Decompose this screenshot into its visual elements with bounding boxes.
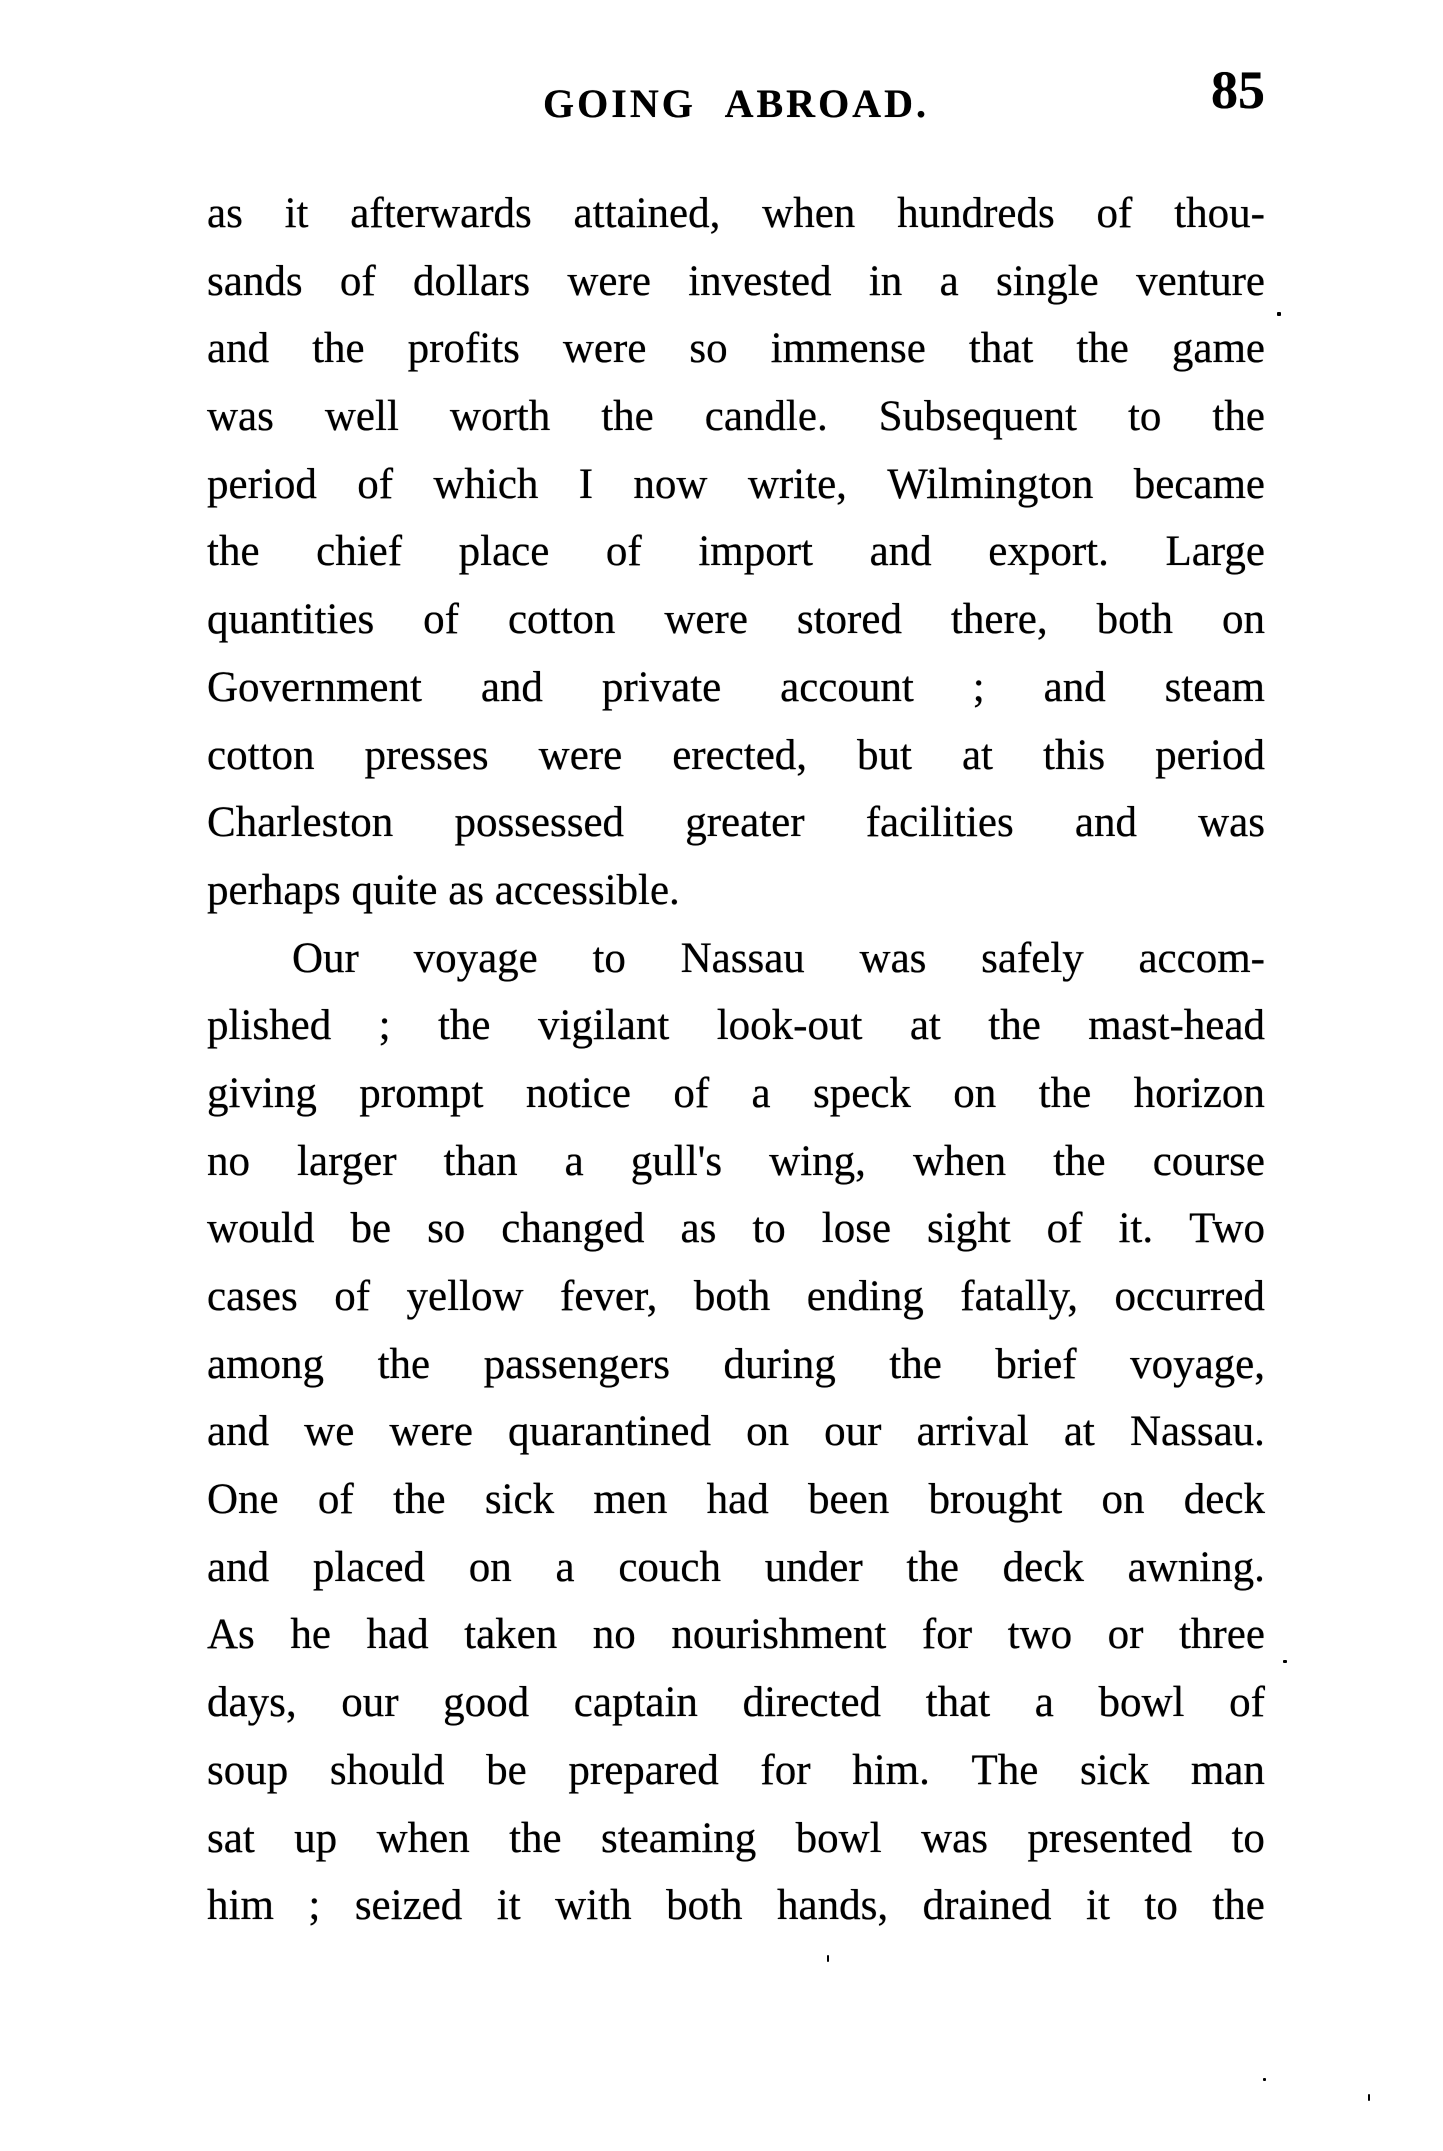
text-line bbox=[207, 1737, 1265, 1805]
word: passengers bbox=[483, 1340, 670, 1388]
word: it bbox=[284, 190, 309, 237]
word: so bbox=[427, 1205, 466, 1253]
word: as bbox=[680, 1205, 717, 1253]
word: venture bbox=[1136, 257, 1265, 305]
word: worth bbox=[449, 393, 551, 441]
word: during bbox=[723, 1340, 836, 1388]
word: Government bbox=[207, 663, 422, 711]
running-head-title: GOING ABROAD. bbox=[543, 81, 929, 126]
word: brief bbox=[995, 1340, 1077, 1388]
word: of bbox=[357, 460, 394, 508]
word: profits bbox=[407, 325, 520, 373]
word: was bbox=[921, 1814, 988, 1862]
word: were bbox=[562, 325, 647, 373]
word: soup bbox=[207, 1746, 289, 1794]
word: two bbox=[1007, 1611, 1073, 1659]
word: afterwards bbox=[350, 190, 532, 237]
word: ; bbox=[378, 1002, 391, 1050]
word: the bbox=[437, 1002, 491, 1050]
word: yellow bbox=[406, 1273, 524, 1320]
text-line bbox=[207, 180, 1265, 248]
word: good bbox=[443, 1679, 530, 1727]
word: were bbox=[664, 596, 748, 644]
word: him bbox=[207, 1882, 274, 1930]
word: of bbox=[1046, 1205, 1083, 1253]
word: the bbox=[509, 1814, 562, 1862]
word: the bbox=[377, 1340, 431, 1388]
word: of bbox=[673, 1069, 710, 1117]
word: at bbox=[1063, 1408, 1095, 1456]
word: for bbox=[921, 1611, 973, 1659]
word: or bbox=[1107, 1611, 1144, 1659]
text-line bbox=[207, 789, 1265, 857]
word: Nassau. bbox=[1129, 1408, 1265, 1456]
word: larger bbox=[297, 1137, 397, 1185]
word: were bbox=[567, 257, 651, 305]
word: course bbox=[1152, 1137, 1265, 1185]
word: that bbox=[968, 325, 1034, 373]
word: directed bbox=[742, 1679, 882, 1727]
word: The bbox=[971, 1746, 1039, 1794]
word: single bbox=[996, 257, 1099, 305]
word: were bbox=[538, 731, 623, 779]
word: accom- bbox=[1138, 934, 1265, 982]
word: the bbox=[1212, 1882, 1265, 1930]
word: both bbox=[693, 1273, 771, 1320]
word: speck bbox=[813, 1069, 911, 1117]
text-line bbox=[207, 1398, 1265, 1466]
word: a bbox=[1034, 1679, 1054, 1727]
word: and bbox=[207, 325, 270, 373]
word: it bbox=[496, 1882, 521, 1930]
word: and bbox=[1043, 663, 1106, 711]
word: place bbox=[458, 528, 550, 576]
word: under bbox=[764, 1543, 863, 1591]
word: sick bbox=[1079, 1746, 1150, 1794]
text-line bbox=[207, 722, 1265, 790]
text-line bbox=[207, 315, 1265, 383]
word: of bbox=[339, 257, 376, 305]
word: horizon bbox=[1133, 1069, 1265, 1117]
word: but bbox=[857, 731, 912, 779]
word: for bbox=[760, 1746, 811, 1794]
word: with bbox=[555, 1882, 632, 1930]
word: a bbox=[939, 257, 959, 305]
word: as bbox=[207, 190, 243, 237]
text-line bbox=[207, 1601, 1265, 1669]
word: stored bbox=[796, 596, 902, 644]
word: the bbox=[1038, 1069, 1092, 1117]
word: and bbox=[1074, 799, 1137, 847]
word: the bbox=[1212, 393, 1265, 441]
word: cotton bbox=[207, 731, 315, 779]
word: wing, bbox=[769, 1137, 866, 1185]
word: should bbox=[329, 1746, 445, 1794]
word: up bbox=[294, 1814, 338, 1862]
word: to bbox=[1127, 393, 1162, 441]
word: sands bbox=[207, 257, 303, 305]
text-line bbox=[207, 925, 1265, 993]
word: a bbox=[751, 1069, 771, 1117]
word: sight bbox=[927, 1205, 1011, 1253]
word: voyage bbox=[413, 934, 538, 982]
word: days, bbox=[207, 1679, 297, 1727]
word: were bbox=[389, 1408, 473, 1456]
word: couch bbox=[618, 1543, 721, 1591]
word: to bbox=[752, 1205, 786, 1253]
word: quarantined bbox=[508, 1408, 711, 1456]
word: when bbox=[762, 190, 856, 237]
word: safely bbox=[981, 934, 1084, 982]
word: would bbox=[207, 1205, 315, 1253]
text-line bbox=[207, 1669, 1265, 1737]
scan-speck bbox=[1277, 312, 1281, 316]
text-line bbox=[207, 383, 1265, 451]
word: Wilmington bbox=[887, 460, 1094, 508]
word: a bbox=[564, 1137, 584, 1185]
text-line bbox=[207, 248, 1265, 316]
word: well bbox=[324, 393, 399, 441]
word: both bbox=[666, 1882, 743, 1930]
word: nourishment bbox=[671, 1611, 887, 1659]
word: that bbox=[925, 1679, 991, 1727]
text-line bbox=[207, 1331, 1265, 1399]
word: cotton bbox=[507, 596, 616, 644]
word: of bbox=[423, 596, 459, 644]
word: the bbox=[889, 1340, 942, 1388]
word: on bbox=[746, 1408, 790, 1456]
word: greater bbox=[685, 799, 805, 847]
word: the bbox=[393, 1476, 446, 1524]
text-line bbox=[207, 586, 1265, 654]
word: taken bbox=[464, 1611, 558, 1659]
word: arrival bbox=[916, 1408, 1029, 1456]
word: immense bbox=[770, 325, 926, 373]
word: seized bbox=[354, 1882, 463, 1930]
scan-speck bbox=[1368, 2094, 1370, 2101]
word: we bbox=[304, 1408, 355, 1456]
word: sick bbox=[484, 1476, 555, 1524]
word: Nassau bbox=[680, 934, 805, 982]
word: changed bbox=[501, 1205, 645, 1253]
word: had bbox=[706, 1476, 769, 1524]
scan-speck bbox=[827, 1955, 829, 1962]
word: sat bbox=[207, 1814, 255, 1862]
text-line bbox=[207, 1128, 1265, 1196]
word: export. bbox=[988, 528, 1109, 576]
word: when bbox=[912, 1137, 1007, 1185]
text-line bbox=[207, 1060, 1265, 1128]
word: to bbox=[1144, 1882, 1178, 1930]
word: private bbox=[601, 663, 722, 711]
word: the bbox=[601, 393, 654, 441]
word: be bbox=[350, 1205, 392, 1253]
word: period bbox=[207, 460, 317, 508]
word: both bbox=[1096, 596, 1174, 644]
word: than bbox=[443, 1137, 518, 1185]
text-line bbox=[207, 1872, 1265, 1940]
word: of bbox=[317, 1476, 354, 1524]
word: presses bbox=[364, 731, 489, 779]
word: so bbox=[689, 325, 728, 373]
word: the bbox=[988, 1002, 1041, 1050]
word: possessed bbox=[454, 799, 625, 847]
word: and bbox=[869, 528, 932, 576]
word: invested bbox=[688, 257, 832, 305]
word: on bbox=[1101, 1476, 1145, 1524]
word: it bbox=[1086, 1882, 1110, 1930]
word: bowl bbox=[1098, 1679, 1185, 1727]
scan-speck bbox=[1263, 2078, 1266, 2081]
word: ; bbox=[308, 1882, 321, 1930]
word: of bbox=[1096, 190, 1133, 237]
word: it. bbox=[1118, 1205, 1154, 1253]
word: write, bbox=[747, 460, 847, 508]
word: fatally, bbox=[960, 1273, 1079, 1320]
word: gull's bbox=[630, 1137, 723, 1185]
word: occurred bbox=[1114, 1273, 1265, 1320]
word: drained bbox=[922, 1882, 1052, 1930]
word: deck bbox=[1183, 1476, 1265, 1524]
word: became bbox=[1133, 460, 1265, 508]
word: on bbox=[953, 1069, 997, 1117]
word: One bbox=[207, 1476, 279, 1524]
word: on bbox=[1221, 596, 1265, 644]
word: three bbox=[1178, 1611, 1265, 1659]
word: deck bbox=[1002, 1543, 1084, 1591]
word: facilities bbox=[865, 799, 1014, 847]
word: to bbox=[592, 934, 626, 982]
word: of bbox=[334, 1273, 371, 1320]
word: thou- bbox=[1174, 190, 1265, 237]
word: plished bbox=[207, 1002, 332, 1050]
word: was bbox=[1198, 799, 1265, 847]
word: men bbox=[593, 1476, 668, 1524]
word: brought bbox=[928, 1476, 1063, 1524]
word: bowl bbox=[795, 1814, 882, 1862]
word: placed bbox=[312, 1543, 426, 1591]
word: erected, bbox=[672, 731, 808, 779]
text-line bbox=[207, 1466, 1265, 1534]
word: had bbox=[366, 1611, 429, 1659]
word: look-out bbox=[716, 1002, 863, 1050]
text-line bbox=[207, 1195, 1265, 1263]
text-line bbox=[207, 1805, 1265, 1873]
word: a bbox=[555, 1543, 575, 1591]
word: fever, bbox=[560, 1273, 658, 1320]
word: game bbox=[1171, 325, 1265, 373]
word: in bbox=[868, 257, 903, 305]
word: chief bbox=[316, 528, 403, 576]
word: Our bbox=[292, 934, 359, 982]
word: the bbox=[906, 1543, 959, 1591]
word: import bbox=[698, 528, 813, 576]
word: on bbox=[468, 1543, 512, 1591]
word: account bbox=[780, 663, 914, 711]
word: awning. bbox=[1127, 1543, 1265, 1591]
word: there, bbox=[950, 596, 1048, 644]
word: attained, bbox=[573, 190, 721, 237]
text-line bbox=[207, 992, 1265, 1060]
word: the bbox=[1076, 325, 1129, 373]
text-line bbox=[207, 654, 1265, 722]
word: notice bbox=[525, 1069, 631, 1117]
word: Subsequent bbox=[878, 393, 1077, 441]
word: when bbox=[376, 1814, 470, 1862]
word: the bbox=[207, 528, 260, 576]
word: vigilant bbox=[537, 1002, 670, 1050]
word: been bbox=[808, 1476, 890, 1524]
word: our bbox=[824, 1408, 882, 1456]
word: which bbox=[433, 460, 539, 508]
word: he bbox=[290, 1611, 331, 1659]
page-number: 85 bbox=[1211, 60, 1265, 120]
word: was bbox=[859, 934, 927, 982]
word: prompt bbox=[359, 1069, 484, 1117]
word: quantities bbox=[207, 596, 375, 644]
word: voyage, bbox=[1130, 1340, 1265, 1388]
word: the bbox=[1053, 1137, 1106, 1185]
word: and bbox=[207, 1543, 270, 1591]
word: prepared bbox=[568, 1746, 719, 1794]
word: now bbox=[633, 460, 708, 508]
word: of bbox=[605, 528, 642, 576]
word: giving bbox=[207, 1069, 317, 1117]
word: hands, bbox=[777, 1882, 889, 1930]
word: was bbox=[207, 393, 274, 441]
word: of bbox=[1229, 1679, 1265, 1727]
word: Two bbox=[1189, 1205, 1265, 1253]
word: steaming bbox=[601, 1814, 757, 1862]
word: ; bbox=[972, 663, 985, 711]
word: presented bbox=[1027, 1814, 1193, 1862]
word: and bbox=[480, 663, 543, 711]
word: the bbox=[312, 325, 365, 373]
word: him. bbox=[852, 1746, 930, 1794]
word: captain bbox=[573, 1679, 698, 1727]
word: dollars bbox=[413, 257, 531, 305]
text-line bbox=[207, 451, 1265, 519]
word: no bbox=[207, 1137, 250, 1185]
word: candle. bbox=[704, 393, 828, 441]
text-line bbox=[207, 1534, 1265, 1602]
word: lose bbox=[821, 1205, 892, 1253]
word: cases bbox=[207, 1273, 298, 1320]
word: period bbox=[1155, 731, 1265, 779]
word: Large bbox=[1165, 528, 1265, 576]
word: hundreds bbox=[897, 190, 1055, 237]
word: Charleston bbox=[207, 799, 394, 847]
word: man bbox=[1190, 1746, 1265, 1794]
word: at bbox=[961, 731, 994, 779]
word: As bbox=[207, 1611, 255, 1659]
text-line: perhaps quite as accessible. bbox=[207, 866, 680, 914]
scan-speck bbox=[1283, 1660, 1287, 1663]
word: and bbox=[207, 1408, 270, 1456]
word: be bbox=[486, 1746, 527, 1794]
word: our bbox=[341, 1679, 399, 1727]
text-line bbox=[207, 1263, 1265, 1331]
word: among bbox=[207, 1340, 325, 1388]
word: no bbox=[592, 1611, 636, 1659]
word: this bbox=[1043, 731, 1106, 779]
word: to bbox=[1231, 1814, 1265, 1862]
text-block bbox=[207, 180, 1265, 1940]
word: steam bbox=[1164, 663, 1265, 711]
word: I bbox=[578, 460, 594, 508]
word: at bbox=[909, 1002, 941, 1050]
word: ending bbox=[806, 1273, 924, 1320]
text-line bbox=[207, 518, 1265, 586]
word: mast-head bbox=[1088, 1002, 1265, 1050]
